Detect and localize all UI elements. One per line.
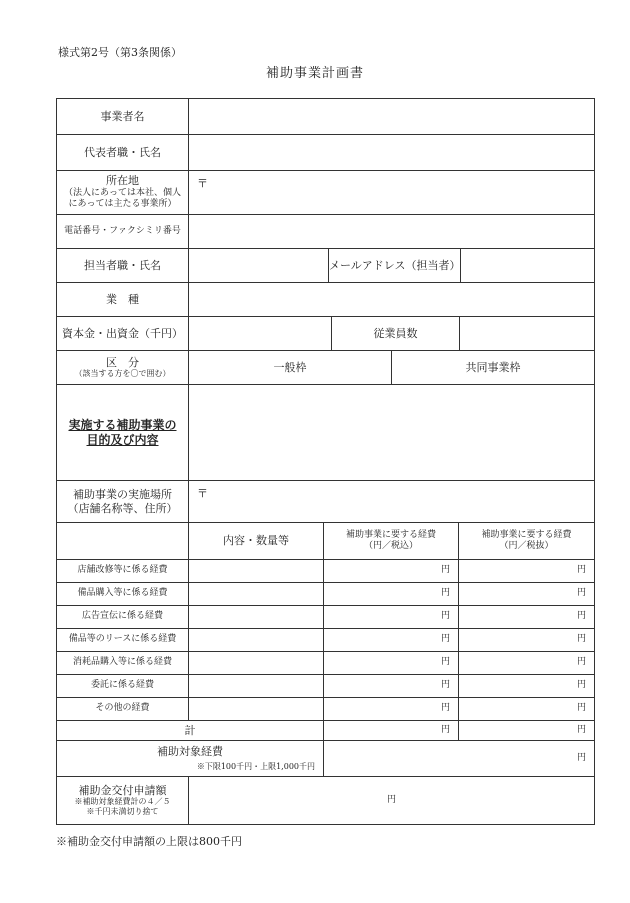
phone-label: 電話番号・ファクシミリ番号: [57, 215, 189, 249]
total-tax-included[interactable]: 円: [324, 721, 459, 741]
expense-item-detail[interactable]: [189, 606, 324, 629]
industry-label: 業 種: [57, 283, 189, 317]
category-option-general[interactable]: 一般枠: [189, 351, 392, 385]
grant-amount-field[interactable]: 円: [386, 794, 396, 805]
expense-item-label: その他の経費: [57, 698, 189, 721]
contact-field[interactable]: [189, 249, 329, 283]
expense-item-label: 店舗改修等に係る経費: [57, 560, 189, 583]
total-tax-excluded[interactable]: 円: [459, 721, 594, 741]
content-label: 実施する補助事業の 目的及び内容: [57, 385, 189, 481]
employees-label: 従業員数: [332, 317, 460, 351]
footnote: ※補助金交付申請額の上限は800千円: [56, 835, 242, 848]
postal-mark-icon: 〒: [197, 487, 208, 500]
expense-item-tax-excluded[interactable]: 円: [459, 675, 594, 698]
document-title: 補助事業計画書: [265, 66, 364, 81]
expense-item-detail[interactable]: [189, 629, 324, 652]
expense-item-tax-excluded[interactable]: 円: [459, 606, 594, 629]
expense-header-detail: 内容・数量等: [189, 523, 324, 560]
location-field[interactable]: [189, 481, 594, 523]
expense-item-detail[interactable]: [189, 698, 324, 721]
business-name-field[interactable]: [189, 99, 594, 135]
expense-item-detail[interactable]: [189, 675, 324, 698]
representative-label: 代表者職・氏名: [57, 135, 189, 171]
expense-item-tax-excluded[interactable]: 円: [459, 652, 594, 675]
category-option-joint[interactable]: 共同事業枠: [392, 351, 594, 385]
expense-item-tax-included[interactable]: 円: [324, 698, 459, 721]
business-name-label: 事業者名: [57, 99, 189, 135]
application-form-grid: [56, 98, 595, 825]
expense-item-detail[interactable]: [189, 652, 324, 675]
expense-header-blank: [57, 523, 189, 560]
phone-field[interactable]: [189, 215, 594, 249]
category-label: 区 分 （該当する方を〇で囲む）: [57, 351, 189, 385]
eligible-expense-label: 補助対象経費 ※下限100千円・上限1,000千円: [57, 741, 324, 777]
expense-item-label: 委託に係る経費: [57, 675, 189, 698]
representative-field[interactable]: [189, 135, 594, 171]
expense-item-tax-included[interactable]: 円: [324, 652, 459, 675]
postal-mark-icon: 〒: [197, 177, 208, 190]
expense-item-detail[interactable]: [189, 583, 324, 606]
capital-label: 資本金・出資金（千円）: [57, 317, 189, 351]
grant-amount-label: 補助金交付申請額 ※補助対象経費計の４／５ ※千円未満切り捨て: [57, 777, 189, 824]
form-number: 様式第2号（第3条関係）: [58, 46, 182, 59]
expense-item-tax-included[interactable]: 円: [324, 583, 459, 606]
expense-header-tax-included: 補助事業に要する経費 （円／税込）: [324, 523, 459, 560]
capital-field[interactable]: [189, 317, 332, 351]
expense-item-tax-excluded[interactable]: 円: [459, 583, 594, 606]
expense-item-tax-included[interactable]: 円: [324, 675, 459, 698]
expense-item-label: 広告宣伝に係る経費: [57, 606, 189, 629]
address-field[interactable]: [189, 171, 594, 215]
expense-item-label: 備品等のリースに係る経費: [57, 629, 189, 652]
expense-item-tax-included[interactable]: 円: [324, 606, 459, 629]
content-field[interactable]: [189, 385, 594, 481]
expense-header-tax-excluded: 補助事業に要する経費 （円／税抜）: [459, 523, 594, 560]
expense-item-tax-excluded[interactable]: 円: [459, 560, 594, 583]
industry-field[interactable]: [189, 283, 594, 317]
expense-item-tax-excluded[interactable]: 円: [459, 629, 594, 652]
location-label: 補助事業の実施場所 （店舗名称等、住所）: [57, 481, 189, 523]
expense-item-tax-included[interactable]: 円: [324, 629, 459, 652]
address-label: 所在地 （法人にあっては本社、個人 にあっては主たる事業所）: [57, 171, 189, 215]
email-field[interactable]: [461, 249, 594, 283]
expense-item-label: 備品購入等に係る経費: [57, 583, 189, 606]
email-label: メールアドレス（担当者）: [329, 249, 461, 283]
total-label: 計: [57, 721, 324, 741]
employees-field[interactable]: [460, 317, 594, 351]
eligible-expense-field[interactable]: 円: [324, 741, 594, 777]
contact-label: 担当者職・氏名: [57, 249, 189, 283]
expense-item-label: 消耗品購入等に係る経費: [57, 652, 189, 675]
expense-item-tax-included[interactable]: 円: [324, 560, 459, 583]
expense-item-detail[interactable]: [189, 560, 324, 583]
expense-item-tax-excluded[interactable]: 円: [459, 698, 594, 721]
